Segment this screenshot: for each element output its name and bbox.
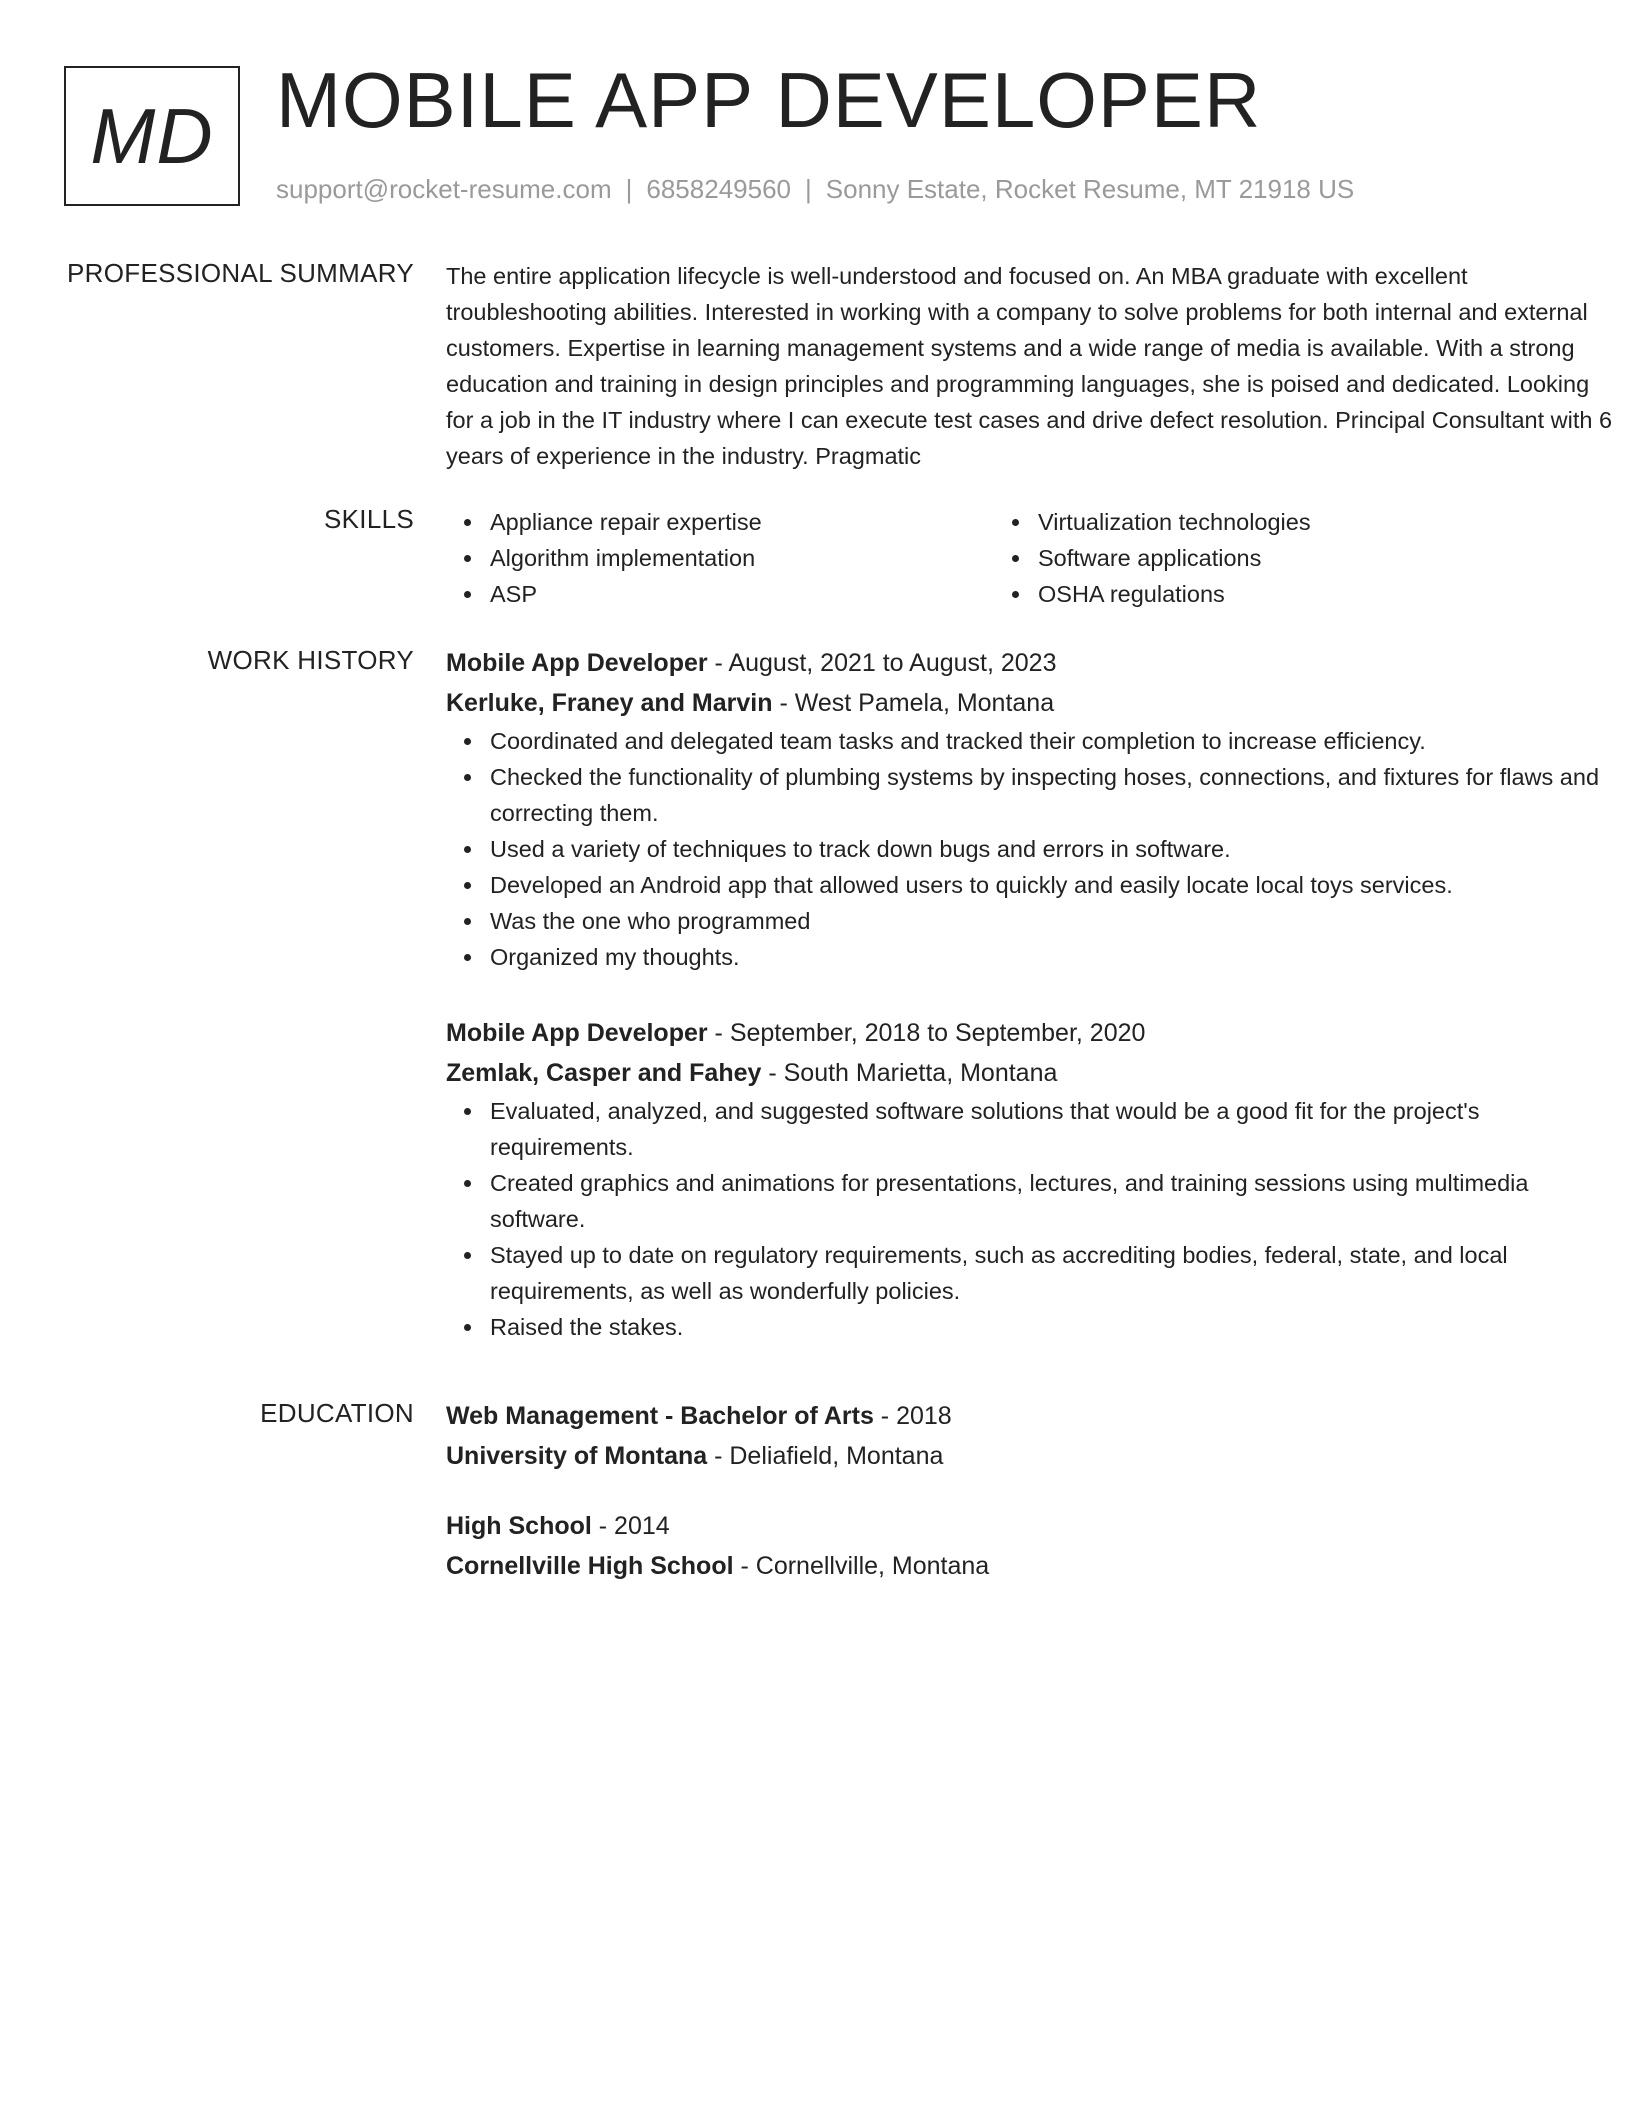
education-entry bbox=[446, 1506, 1622, 1586]
section-label-education: EDUCATION bbox=[260, 1398, 414, 1428]
education-degree: Web Management - Bachelor of Arts bbox=[446, 1402, 874, 1430]
education-body bbox=[446, 1396, 1622, 1586]
job-bullet: Raised the stakes. bbox=[490, 1309, 1622, 1345]
skills-list-right bbox=[994, 504, 1542, 612]
education-entry bbox=[446, 1396, 1622, 1476]
skill-item: ASP bbox=[490, 576, 994, 612]
summary-text: The entire application lifecycle is well-understood and focused on. An MBA graduate with excellent troubleshooting abilities. Interested in working with a company to solve problems for both internal and external customers. Expertise in learning management systems and a wide range of media is available. With a strong education and training in design principles and programming languages, she is poised and dedicated. Looking for a job in the IT industry where I can execute test cases and drive defect resolution. Principal Consultant with 6 years of experience in the industry. Pragmatic bbox=[446, 263, 1613, 469]
job-title: Mobile App Developer bbox=[446, 649, 708, 677]
skill-item: Algorithm implementation bbox=[490, 540, 994, 576]
skills-list-left bbox=[446, 504, 994, 612]
contact-email: support@rocket-resume.com bbox=[276, 174, 612, 204]
job-bullet: Used a variety of techniques to track down bugs and errors in software. bbox=[490, 831, 1622, 867]
education-location: - Deliafield, Montana bbox=[707, 1442, 944, 1470]
section-label-work-history: WORK HISTORY bbox=[207, 645, 414, 675]
education-degree-line bbox=[446, 1506, 1622, 1546]
contact-address: Sonny Estate, Rocket Resume, MT 21918 US bbox=[825, 174, 1355, 204]
contact-line bbox=[276, 174, 1354, 205]
education-degree-line bbox=[446, 1396, 1622, 1436]
job-entry bbox=[446, 1013, 1622, 1345]
job-bullet: Checked the functionality of plumbing systems by inspecting hoses, connections, and fixtures for flaws and correcting them. bbox=[490, 759, 1622, 831]
contact-separator: | bbox=[805, 174, 812, 204]
job-title-line bbox=[446, 1013, 1622, 1053]
skill-item: Software applications bbox=[1038, 540, 1542, 576]
job-bullets bbox=[446, 1093, 1622, 1345]
job-company-line bbox=[446, 1053, 1622, 1093]
skill-item: Virtualization technologies bbox=[1038, 504, 1542, 540]
skills-column-left bbox=[446, 504, 994, 612]
job-location: - West Pamela, Montana bbox=[772, 689, 1055, 717]
job-dates: - August, 2021 to August, 2023 bbox=[707, 649, 1057, 677]
skills-grid bbox=[446, 504, 1622, 612]
job-title-line bbox=[446, 643, 1622, 683]
education-degree: High School bbox=[446, 1512, 592, 1540]
job-location: - South Marietta, Montana bbox=[761, 1059, 1058, 1087]
skill-item: OSHA regulations bbox=[1038, 576, 1542, 612]
skill-item: Appliance repair expertise bbox=[490, 504, 994, 540]
education-location: - Cornellville, Montana bbox=[733, 1552, 990, 1580]
job-bullet: Was the one who programmed bbox=[490, 903, 1622, 939]
job-bullet: Evaluated, analyzed, and suggested software solutions that would be a good fit for the project's requirements. bbox=[490, 1093, 1622, 1165]
education-school: Cornellville High School bbox=[446, 1552, 734, 1580]
work-history-body bbox=[446, 643, 1622, 1345]
job-bullet: Organized my thoughts. bbox=[490, 939, 1622, 975]
job-dates: - September, 2018 to September, 2020 bbox=[707, 1019, 1146, 1047]
job-bullets bbox=[446, 723, 1622, 975]
education-school: University of Montana bbox=[446, 1442, 708, 1470]
job-company-line bbox=[446, 683, 1622, 723]
contact-separator: | bbox=[625, 174, 633, 204]
job-bullet: Developed an Android app that allowed users to quickly and easily locate local toys services. bbox=[490, 867, 1622, 903]
job-company: Zemlak, Casper and Fahey bbox=[446, 1059, 762, 1087]
resume-title: MOBILE APP DEVELOPER bbox=[276, 56, 1262, 144]
job-title: Mobile App Developer bbox=[446, 1019, 708, 1047]
education-year: - 2018 bbox=[873, 1402, 952, 1430]
job-entry bbox=[446, 643, 1622, 975]
monogram-logo: MD bbox=[64, 66, 240, 206]
education-school-line bbox=[446, 1546, 1622, 1586]
contact-phone: 6858249560 bbox=[646, 174, 791, 204]
job-company: Kerluke, Franey and Marvin bbox=[446, 689, 773, 717]
summary-body bbox=[446, 258, 1622, 474]
skills-column-right bbox=[994, 504, 1542, 612]
section-label-summary: PROFESSIONAL SUMMARY bbox=[67, 258, 414, 288]
education-year: - 2014 bbox=[591, 1512, 670, 1540]
section-label-skills: SKILLS bbox=[324, 504, 414, 534]
education-school-line bbox=[446, 1436, 1622, 1476]
job-bullet: Created graphics and animations for presentations, lectures, and training sessions using multimedia software. bbox=[490, 1165, 1622, 1237]
job-bullet: Coordinated and delegated team tasks and tracked their completion to increase efficiency. bbox=[490, 723, 1622, 759]
skills-body bbox=[446, 504, 1622, 612]
job-bullet: Stayed up to date on regulatory requirements, such as accrediting bodies, federal, state, and local requirements, as well as wonderfully policies. bbox=[490, 1237, 1622, 1309]
